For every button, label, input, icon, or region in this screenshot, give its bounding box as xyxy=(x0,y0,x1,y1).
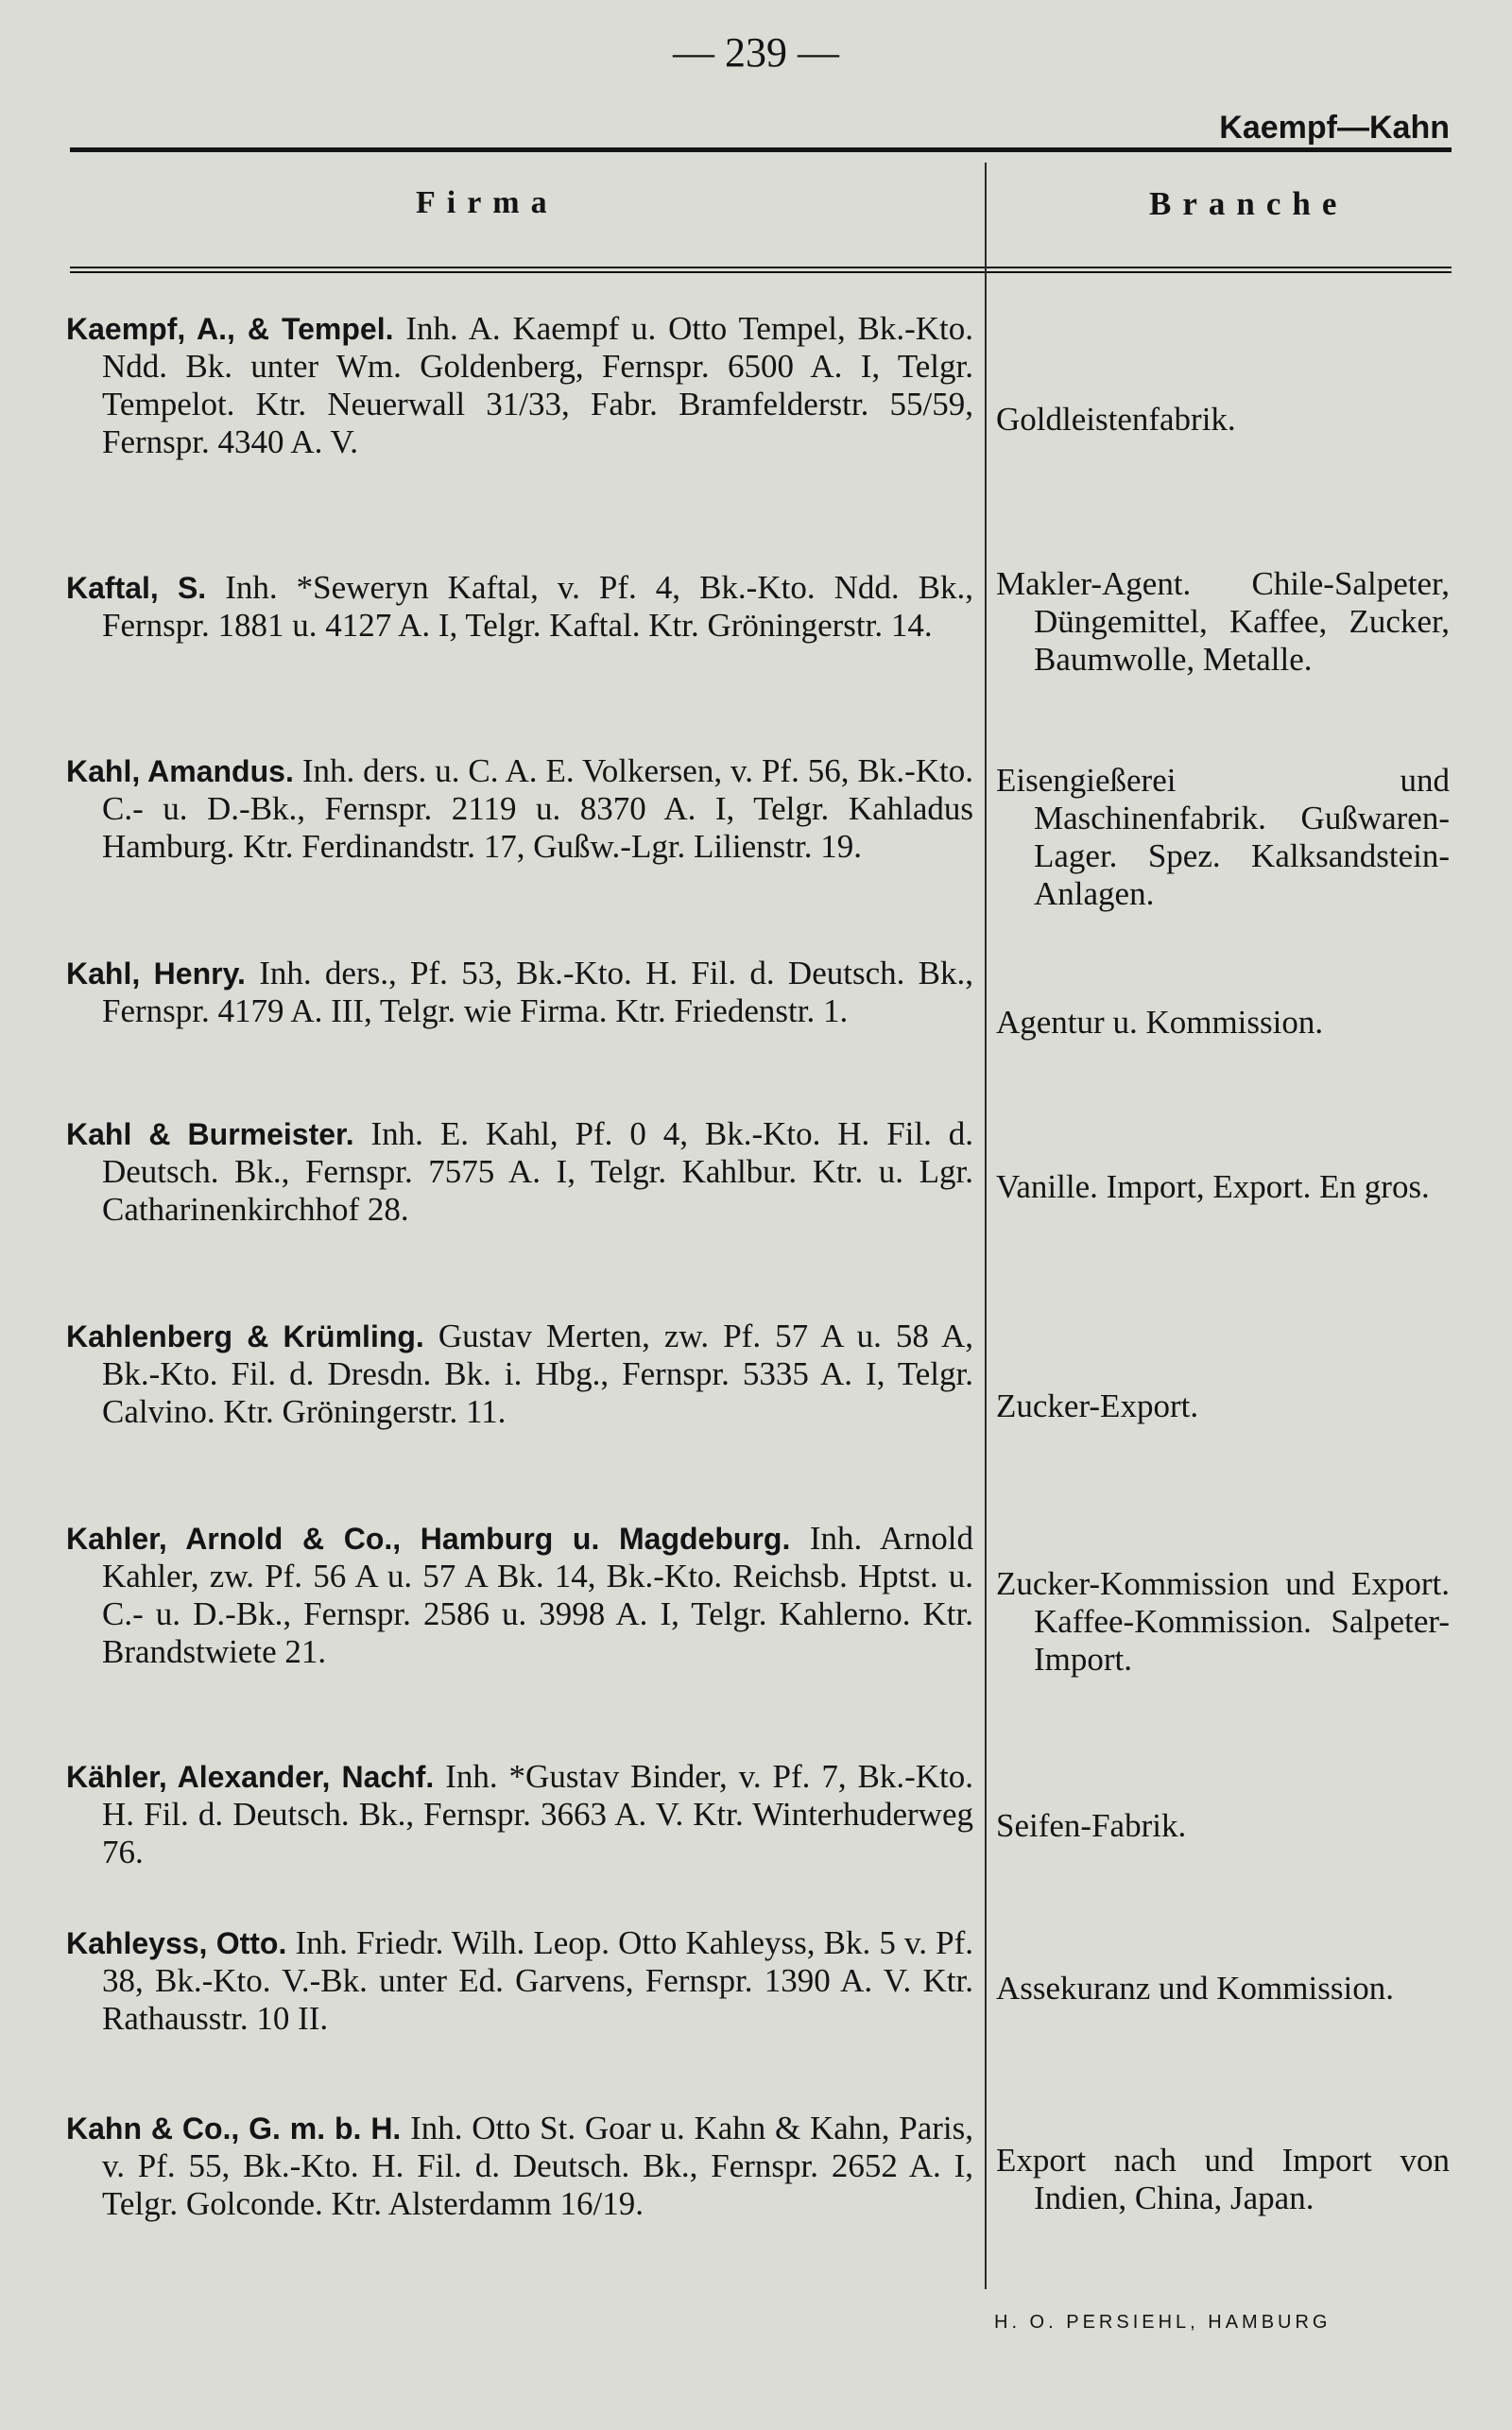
branche-entry xyxy=(996,1004,1450,1042)
column-divider xyxy=(985,163,987,2289)
branche-text: Agentur u. Kommission. xyxy=(996,1004,1324,1041)
branche-text: Zucker-Kommission und Export. Kaffee-Kommission. Salpeter-Import. xyxy=(996,1565,1450,1678)
branche-entry xyxy=(996,1970,1450,2008)
branche-text: Goldleistenfabrik. xyxy=(996,401,1236,438)
branche-text: Export nach und Import von Indien, China, Japan. xyxy=(996,2142,1450,2216)
firm-entry xyxy=(66,569,973,645)
branche-entry xyxy=(996,401,1450,439)
firm-entry xyxy=(66,955,973,1030)
branche-entry xyxy=(996,2142,1450,2217)
firm-name: Kahlenberg & Krümling. xyxy=(66,1319,424,1353)
firm-entry xyxy=(66,752,973,866)
branche-entry xyxy=(996,1387,1450,1425)
firm-name: Kaempf, A., & Tempel. xyxy=(66,312,394,346)
firm-details: Inh. E. Kahl, Pf. 0 4, Bk.-Kto. H. Fil. d. Deutsch. Bk., Fernspr. 7575 A. I, Telgr. Kahlbur. Ktr. u. Lgr. Catharinenkirchhof 28. xyxy=(102,1115,974,1228)
branche-text: Makler-Agent. Chile-Salpeter, Düngemittel, Kaffee, Zucker, Baumwolle, Metalle. xyxy=(996,565,1450,678)
firm-name: Kaftal, S. xyxy=(66,571,207,605)
firm-entry xyxy=(66,1924,973,2038)
branche-text: Seifen-Fabrik. xyxy=(996,1807,1187,1844)
firm-entry xyxy=(66,1520,973,1671)
branche-text: Vanille. Import, Export. En gros. xyxy=(996,1168,1430,1205)
firm-details: Inh. Otto St. Goar u. Kahn & Kahn, Paris, v. Pf. 55, Bk.-Kto. H. Fil. d. Deutsch. Bk., Fernspr. 2652 A. I, Telgr. Golconde. Ktr. Alsterdamm 16/19. xyxy=(102,2110,974,2222)
firm-name: Kahl, Amandus. xyxy=(66,754,294,788)
firm-details: Inh. A. Kaempf u. Otto Tempel, Bk.-Kto. Ndd. Bk. unter Wm. Goldenberg, Fernspr. 6500 A. I, Telgr. Tempelot. Ktr. Neuerwall 31/33, Fabr. Bramfelderstr. 55/59, Fernspr. 4340 A. V. xyxy=(102,310,974,460)
firm-entry xyxy=(66,310,973,461)
branche-entry xyxy=(996,762,1450,913)
branche-text: Eisengießerei und Maschinenfabrik. Gußwaren-Lager. Spez. Kalksandstein-Anlagen. xyxy=(996,762,1450,912)
branche-entry xyxy=(996,1565,1450,1679)
firm-details: Inh. Friedr. Wilh. Leop. Otto Kahleyss, Bk. 5 v. Pf. 38, Bk.-Kto. V.-Bk. unter Ed. Garvens, Fernspr. 1390 A. V. Ktr. Rathausstr. 10 II. xyxy=(102,1924,974,2037)
firm-entry xyxy=(66,2110,973,2223)
page-number: — 239 — xyxy=(673,29,839,76)
branche-text: Assekuranz und Kommission. xyxy=(996,1970,1394,2007)
firm-name: Kahn & Co., G. m. b. H. xyxy=(66,2111,402,2146)
firm-entry xyxy=(66,1318,973,1431)
branche-entry xyxy=(996,565,1450,679)
firm-name: Kahleyss, Otto. xyxy=(66,1926,287,1960)
branche-entry xyxy=(996,1807,1450,1845)
firm-entry xyxy=(66,1115,973,1229)
branche-entry xyxy=(996,1168,1450,1206)
firm-details: Inh. ders., Pf. 53, Bk.-Kto. H. Fil. d. Deutsch. Bk., Fernspr. 4179 A. III, Telgr. wie Firma. Ktr. Friedenstr. 1. xyxy=(102,955,974,1029)
column-header-firma: Firma xyxy=(416,185,558,220)
header-double-rule xyxy=(70,267,1452,273)
firm-name: Kahler, Arnold & Co., Hamburg u. Magdeburg. xyxy=(66,1522,791,1556)
firm-details: Gustav Merten, zw. Pf. 57 A u. 58 A, Bk.-Kto. Fil. d. Dresdn. Bk. i. Hbg., Fernspr. 5335 A. I, Telgr. Calvino. Ktr. Gröningerstr. 11. xyxy=(102,1318,973,1430)
firm-details: Inh. *Gustav Binder, v. Pf. 7, Bk.-Kto. H. Fil. d. Deutsch. Bk., Fernspr. 3663 A. V. Ktr. Winterhuderweg 76. xyxy=(102,1758,974,1870)
firm-name: Kahl, Henry. xyxy=(66,956,246,991)
firm-entry xyxy=(66,1758,973,1871)
firm-name: Kähler, Alexander, Nachf. xyxy=(66,1760,435,1794)
firm-name: Kahl & Burmeister. xyxy=(66,1117,354,1151)
firm-details: Inh. Arnold Kahler, zw. Pf. 56 A u. 57 A Bk. 14, Bk.-Kto. Reichsb. Hptst. u. C.- u. D.-Bk., Fernspr. 2586 u. 3998 A. I, Telgr. Kahlerno. Ktr. Brandstwiete 21. xyxy=(102,1520,973,1670)
branche-text: Zucker-Export. xyxy=(996,1387,1199,1424)
header-rule xyxy=(70,147,1452,152)
running-head: Kaempf—Kahn xyxy=(1219,110,1450,146)
firm-details: Inh. ders. u. C. A. E. Volkersen, v. Pf. 56, Bk.-Kto. C.- u. D.-Bk., Fernspr. 2119 u. 8370 A. I, Telgr. Kahladus Hamburg. Ktr. Ferdinandstr. 17, Gußw.-Lgr. Lilienstr. 19. xyxy=(102,752,974,865)
firm-details: Inh. *Seweryn Kaftal, v. Pf. 4, Bk.-Kto. Ndd. Bk., Fernspr. 1881 u. 4127 A. I, Telgr. Kaftal. Ktr. Gröningerstr. 14. xyxy=(102,569,973,644)
column-header-branche: Branche xyxy=(1149,185,1349,222)
printer-imprint: H. O. PERSIEHL, HAMBURG xyxy=(994,2312,1332,2333)
